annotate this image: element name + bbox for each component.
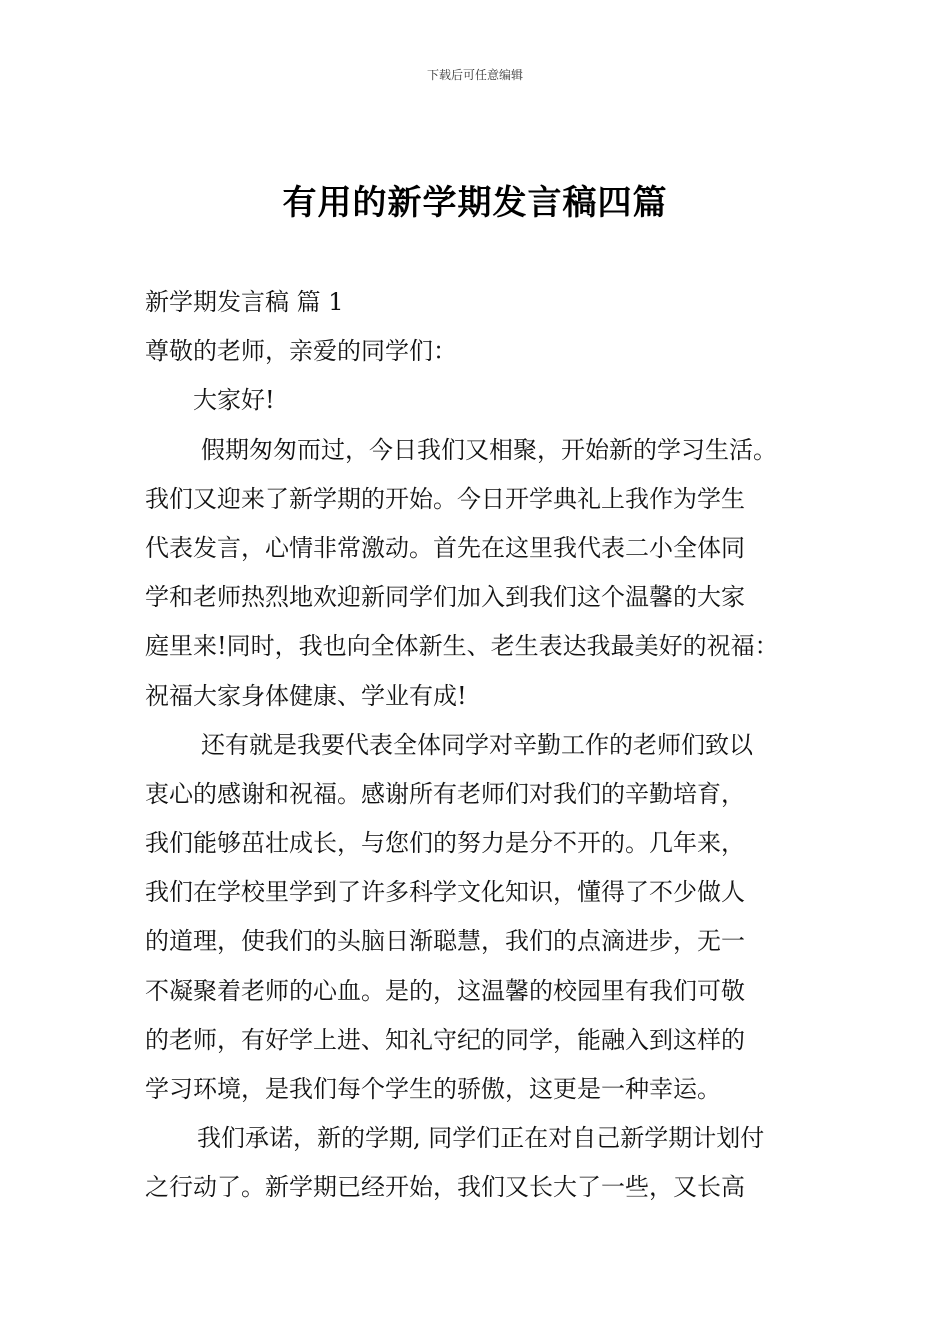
- paragraph-line: 之行动了。新学期已经开始，我们又长大了一些，又长高: [145, 1173, 745, 1202]
- paragraph-line: 衷心的感谢和祝福。感谢所有老师们对我们的辛勤培育，: [145, 779, 745, 808]
- paragraph-line: 我们又迎来了新学期的开始。今日开学典礼上我作为学生: [145, 484, 745, 513]
- paragraph-line: 还有就是我要代表全体同学对辛勤工作的老师们致以: [201, 730, 753, 759]
- paragraph-line: 代表发言，心情非常激动。首先在这里我代表二小全体同: [145, 533, 745, 562]
- paragraph-line: 学和老师热烈地欢迎新同学们加入到我们这个温馨的大家: [145, 583, 745, 612]
- paragraph-line: 学习环境，是我们每个学生的骄傲，这更是一种幸运。: [145, 1075, 721, 1103]
- document-body: [145, 278, 815, 1213]
- paragraph-line: 不凝聚着老师的心血。是的，这温馨的校园里有我们可敬: [145, 976, 745, 1005]
- paragraph-line: 我们承诺，新的学期, 同学们正在对自己新学期计划付: [197, 1124, 765, 1153]
- document-title: 有用的新学期发言稿四篇: [282, 183, 668, 223]
- salutation: 尊敬的老师，亲爱的同学们：: [145, 337, 457, 366]
- greeting: 大家好!: [193, 386, 275, 415]
- paragraph-line: 祝福大家身体健康、学业有成!: [145, 681, 467, 710]
- paragraph-line: 我们在学校里学到了许多科学文化知识，懂得了不少做人: [145, 878, 745, 907]
- paragraph: [145, 721, 815, 1115]
- paragraph: [145, 426, 815, 721]
- section-heading: 新学期发言稿 篇 1: [145, 288, 344, 316]
- paragraph-line: 的老师，有好学上进、知礼守纪的同学，能融入到这样的: [145, 1025, 745, 1054]
- paragraph-line: 假期匆匆而过，今日我们又相聚，开始新的学习生活。: [201, 435, 777, 464]
- header-note: 下载后可任意编辑: [426, 68, 523, 82]
- paragraph-line: 庭里来!同时，我也向全体新生、老生表达我最美好的祝福：: [145, 632, 779, 661]
- paragraph-line: 的道理，使我们的头脑日渐聪慧，我们的点滴进步，无一: [145, 927, 745, 956]
- paragraph-line: 我们能够茁壮成长，与您们的努力是分不开的。几年来，: [145, 829, 745, 858]
- paragraph: [145, 1114, 815, 1212]
